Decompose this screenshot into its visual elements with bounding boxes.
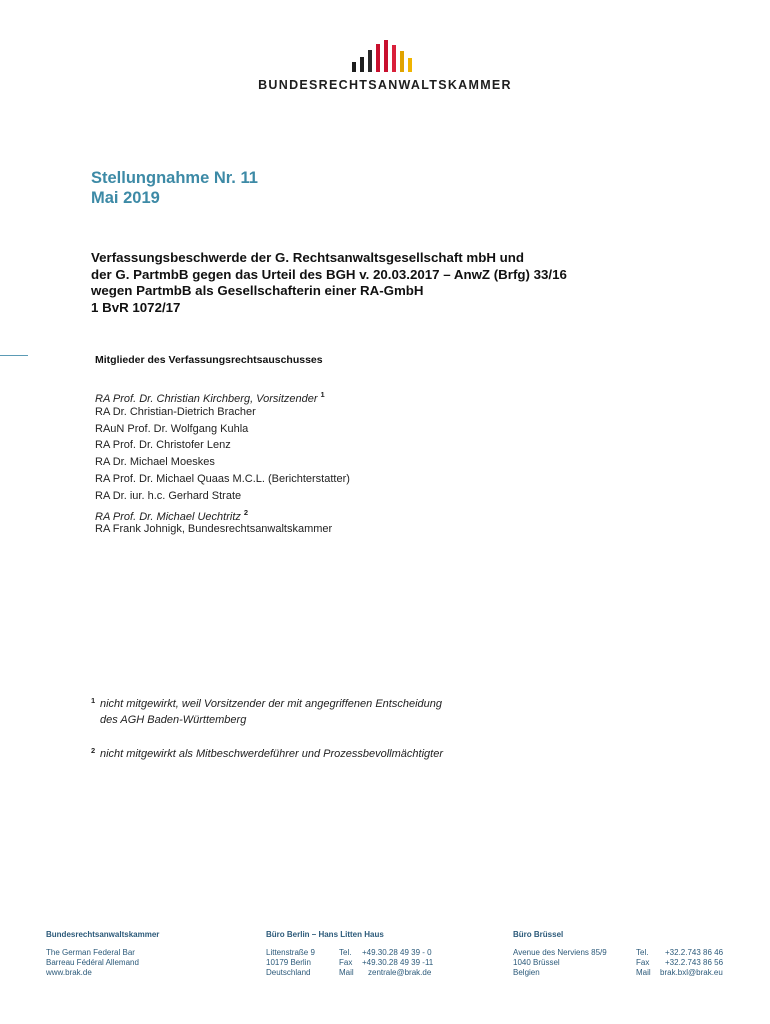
subject-line: wegen PartmbB als Gesellschafterin einer RA-GmbH bbox=[91, 283, 424, 298]
logo-bar bbox=[376, 44, 380, 72]
logo-bar bbox=[360, 57, 364, 72]
member-name: RAuN Prof. Dr. Wolfgang Kuhla bbox=[95, 422, 249, 435]
footer-title: Büro Berlin – Hans Litten Haus bbox=[266, 930, 384, 939]
logo-bar bbox=[384, 40, 388, 72]
footer-address: Avenue des Nerviens 85/9 bbox=[513, 948, 607, 957]
footer-title: Büro Brüssel bbox=[513, 930, 564, 939]
footnote-text: des AGH Baden-Württemberg bbox=[100, 714, 247, 726]
footnote-number: 1 bbox=[91, 696, 96, 705]
footer-label: Tel. bbox=[339, 948, 352, 957]
footer-link[interactable]: www.brak.de bbox=[46, 968, 92, 977]
footer-phone: +49.30.28 49 39 - 0 bbox=[362, 948, 432, 957]
footnote-text: nicht mitgewirkt, weil Vorsitzender der mit angegriffenen Entscheidung bbox=[100, 698, 442, 710]
member-item bbox=[95, 471, 350, 488]
footnote-ref: 2 bbox=[243, 507, 249, 517]
logo-bar bbox=[392, 45, 396, 72]
member-name: RA Dr. Michael Moeskes bbox=[95, 456, 215, 469]
footer-label: Mail bbox=[339, 968, 354, 977]
footer-email-link[interactable]: brak.bxl@brak.eu bbox=[660, 968, 723, 977]
member-item bbox=[95, 404, 350, 421]
statement-date: Mai 2019 bbox=[91, 189, 160, 207]
footer-fax: +32.2.743 86 56 bbox=[665, 958, 724, 967]
footer-label: Fax bbox=[636, 958, 650, 967]
footer-address: Littenstraße 9 bbox=[266, 948, 315, 957]
footer-col-brak bbox=[46, 930, 159, 978]
logo-text: BUNDESRECHTSANWALTSKAMMER bbox=[258, 78, 512, 92]
statement-heading bbox=[91, 168, 258, 208]
member-name: RA Prof. Dr. Christofer Lenz bbox=[95, 439, 231, 452]
footnote-number: 2 bbox=[91, 746, 96, 755]
footnote-1 bbox=[91, 696, 521, 728]
footer-line: The German Federal Bar bbox=[46, 948, 135, 957]
footnote-2 bbox=[91, 746, 521, 762]
footer-title: Bundesrechtsanwaltskammer bbox=[46, 930, 160, 939]
subject-line: der G. PartmbB gegen das Urteil des BGH v. 20.03.2017 – AnwZ (Brfg) 33/16 bbox=[91, 266, 567, 282]
member-item bbox=[95, 421, 350, 438]
footnote-text: nicht mitgewirkt als Mitbeschwerdeführer und Prozessbevollmächtigter bbox=[100, 748, 443, 760]
member-name: RA Frank Johnigk, Bundesrechtsanwaltskammer bbox=[95, 523, 333, 536]
footer-col-berlin bbox=[266, 930, 466, 978]
footer-label: Fax bbox=[339, 958, 353, 967]
logo-bar bbox=[408, 58, 412, 72]
footer-col-brussels bbox=[513, 930, 753, 978]
member-item bbox=[95, 387, 350, 404]
logo-bar bbox=[352, 62, 356, 72]
member-item bbox=[95, 454, 350, 471]
members-title: Mitglieder des Verfassungsrechtsauschusses bbox=[95, 354, 323, 366]
footer-address: 1040 Brüssel bbox=[513, 958, 560, 967]
subject-line: Verfassungsbeschwerde der G. Rechtsanwaltsgesellschaft mbH und bbox=[91, 250, 525, 265]
logo-bars-icon bbox=[352, 40, 422, 72]
case-number: 1 BvR 1072/17 bbox=[91, 299, 181, 315]
footer-line: Barreau Fédéral Allemand bbox=[46, 958, 139, 967]
member-name: RA Dr. iur. h.c. Gerhard Strate bbox=[95, 489, 242, 502]
member-name: RA Prof. Dr. Michael Uechtritz bbox=[95, 510, 241, 523]
member-name: RA Prof. Dr. Christian Kirchberg, Vorsitzender bbox=[95, 393, 318, 405]
footer-label: Mail bbox=[636, 968, 651, 977]
footer-fax: +49.30.28 49 39 -11 bbox=[362, 958, 434, 967]
margin-rule bbox=[0, 355, 28, 356]
member-item bbox=[95, 488, 350, 505]
statement-number: Stellungnahme Nr. 11 bbox=[91, 169, 258, 187]
footer-address: 10179 Berlin bbox=[266, 958, 311, 967]
subject-block bbox=[91, 250, 711, 316]
footer-email-link[interactable]: zentrale@brak.de bbox=[368, 968, 432, 977]
footer-address: Deutschland bbox=[266, 968, 311, 977]
footer-address: Belgien bbox=[513, 968, 540, 977]
logo-bar bbox=[400, 51, 404, 72]
logo bbox=[250, 40, 520, 95]
footnote-ref: 1 bbox=[320, 390, 325, 399]
member-item bbox=[95, 437, 350, 454]
members-list bbox=[95, 387, 350, 538]
member-name: RA Dr. Christian-Dietrich Bracher bbox=[95, 405, 256, 418]
member-name: RA Prof. Dr. Michael Quaas M.C.L. (Berichterstatter) bbox=[95, 472, 350, 485]
member-item bbox=[95, 521, 350, 538]
member-item bbox=[95, 505, 350, 522]
footer-phone: +32.2.743 86 46 bbox=[665, 948, 724, 957]
footer-label: Tel. bbox=[636, 948, 649, 957]
logo-bar bbox=[368, 50, 372, 72]
